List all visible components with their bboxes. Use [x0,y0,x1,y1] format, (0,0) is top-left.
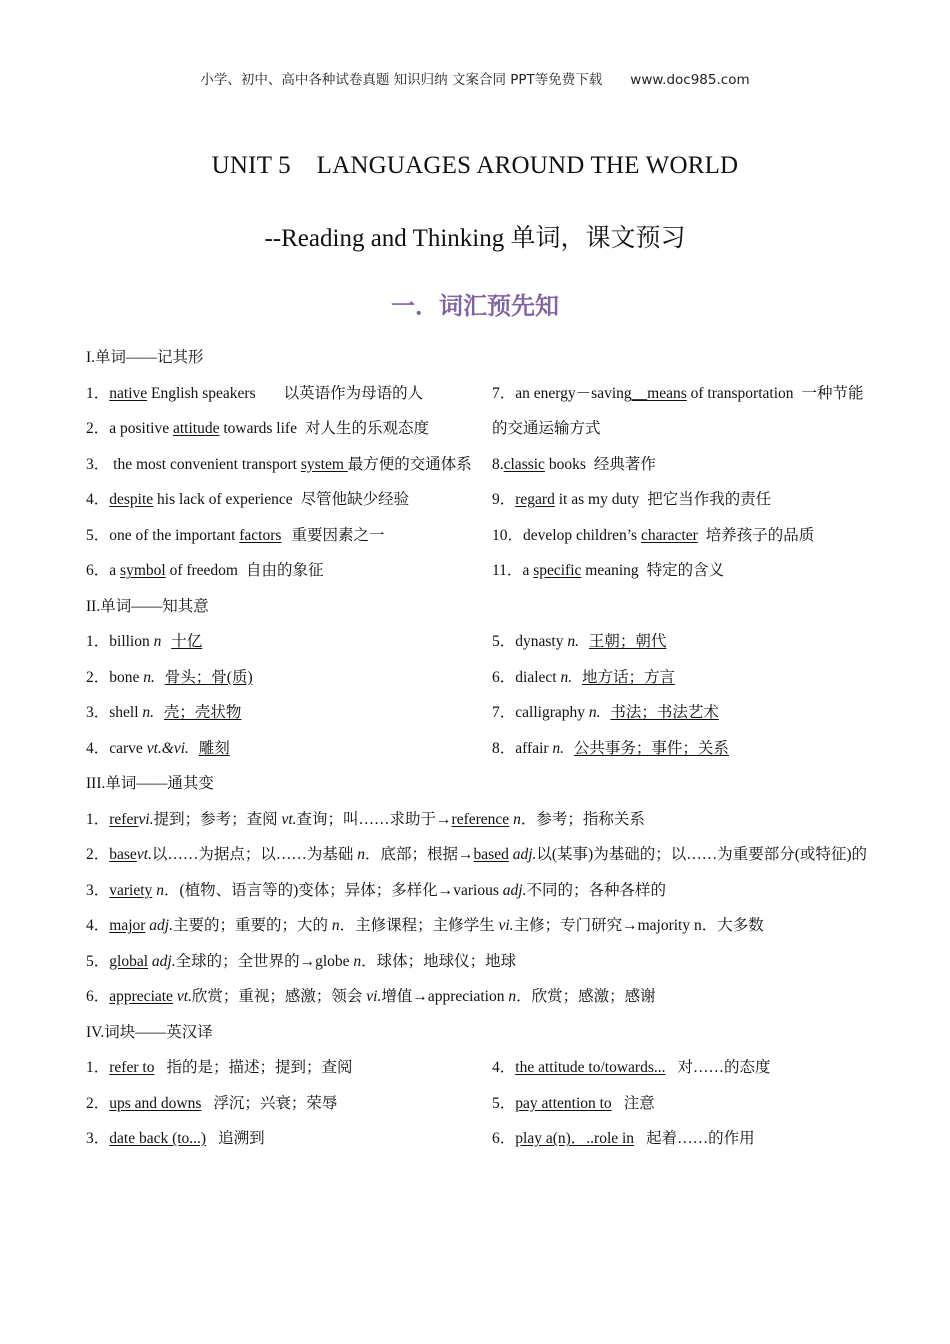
item-keyword: symbol [120,562,166,579]
item-number: 2． [86,846,110,863]
item-gap [579,633,583,650]
item-pos: n [153,633,162,650]
item-number: 2． [86,1094,110,1112]
item-keyword: appreciate [109,988,173,1005]
item-number: 2． [86,668,110,686]
item-number: 7． [492,384,516,402]
part2-grid [86,624,876,766]
item-gap [189,740,193,757]
item-translation: 浮沉；兴衰；荣辱 [213,1094,338,1112]
item-pos: n. [567,633,579,650]
item-number: 6． [492,668,516,686]
item-text: ．主修课程；主修学生 [339,917,499,934]
derivation-item [86,837,876,873]
unit-title: UNIT 5 LANGUAGES AROUND THE WORLD [211,152,739,179]
phrase-item [86,1086,492,1122]
part4-grid [86,1050,876,1157]
item-text: his lack of experience [153,491,293,508]
item-derived-keyword: reference [451,810,510,828]
item-text: 主要的；重要的；大的 [172,917,332,934]
item-pos: n. [552,739,565,757]
item-pos: vt. [136,846,152,863]
item-text: ．参考；指称关系 [520,810,645,828]
item-text: meaning [581,562,639,579]
item-number: 6． [492,1130,516,1147]
item-translation: 对人生的乐观态度 [304,420,429,437]
part3-list [86,802,876,1015]
item-number: 4． [86,491,110,508]
item-keyword: __means [631,384,687,402]
item-text: books [544,455,586,473]
item-number: 6． [86,562,110,579]
item-answer: 地方话；方言 [581,668,675,686]
item-gap [564,740,568,757]
item-keyword: system [300,455,348,473]
meaning-item [492,660,876,696]
item-text: a positive [109,420,173,437]
item-pos: n. [588,704,601,721]
meaning-item [492,731,876,767]
vocab-item [492,376,876,447]
item-answer: 十亿 [171,633,203,650]
item-pos: vi. [366,988,382,1005]
item-text: a [109,562,121,579]
meaning-item [492,695,876,731]
derivation-item [86,979,876,1015]
item-text: it as my duty [554,491,640,508]
item-keyword: global [109,952,149,970]
item-pos: vi. [138,810,154,828]
item-text: an energy－saving [515,384,632,402]
header-banner-text: 小学、初中、高中各种试卷真题 知识归纳 文案合同 PPT等免费下载 [200,72,603,88]
part4-title: IV.词块——英汉译 [86,1023,213,1041]
meaning-item [86,731,492,767]
meaning-item [492,624,876,660]
item-word: bone [109,668,144,686]
vocab-item [86,411,492,447]
item-number: 6． [86,988,110,1005]
meaning-item [86,695,492,731]
item-number: 1． [86,1059,110,1076]
item-answer: 壳；壳状物 [163,704,242,721]
item-translation: 以英语作为母语的人 [283,384,424,402]
item-number: 1． [86,633,110,650]
item-pos: adj. [148,952,176,970]
item-phrase: refer to [109,1059,155,1076]
item-keyword: factors [239,526,282,544]
item-text: towards life [219,420,297,437]
item-text: develop children’s [523,526,641,544]
part4-right-column [492,1050,876,1157]
item-text: a [522,562,534,579]
item-text: 提到；参考；查阅 [153,810,282,828]
item-word: carve [109,739,147,757]
item-translation: 把它当作我的责任 [647,491,772,508]
item-text: ．欣赏；感激；感谢 [516,988,656,1005]
item-translation: 追溯到 [218,1130,265,1147]
vocab-item [86,553,492,589]
derivation-item [86,908,876,944]
item-number: 4． [86,739,110,757]
phrase-item [492,1050,876,1086]
item-pos: adj. [502,881,527,899]
item-number: 4． [492,1059,516,1076]
item-phrase: play a(n)．..role in [515,1130,635,1147]
item-gap [154,704,158,721]
section-heading: 一．词汇预先知 [391,292,559,320]
item-pos: adj. [145,917,173,934]
derivation-item [86,802,876,838]
lesson-subtitle: --Reading and Thinking 单词，课文预习 [264,225,686,252]
item-translation: 起着……的作用 [646,1130,755,1147]
part1-grid [86,376,876,589]
item-gap [161,633,165,650]
item-text: 增值→appreciation [381,988,509,1005]
meaning-item [86,624,492,660]
part3-title: III.单词——通其变 [86,775,214,792]
item-translation: 一种节能的交通运输方式 [492,384,864,437]
phrase-item [492,1121,876,1157]
item-number: 10． [492,526,524,544]
item-word: affair [515,739,553,757]
item-phrase: date back (to...) [109,1130,207,1147]
phrase-item [492,1086,876,1122]
item-text: 不同的；各种各样的 [526,881,666,899]
vocab-item [86,482,492,518]
item-translation: 经典著作 [593,455,656,473]
item-pos: n [357,846,366,863]
item-translation: 培养孩子的品质 [705,526,815,544]
item-phrase: the attitude to/towards... [515,1059,666,1076]
item-text: the most convenient transport [109,455,301,473]
item-answer: 书法；书法艺术 [610,704,719,721]
item-keyword: refer [109,810,139,828]
item-translation: 重要因素之一 [291,526,385,544]
header-site-link[interactable]: www.doc985.com [630,72,750,88]
item-gap [155,669,159,686]
meaning-item [86,660,492,696]
part2-right-column [492,624,876,766]
part2-left-column [86,624,492,766]
item-translation: 对……的态度 [677,1059,771,1076]
item-pos: n. [560,668,573,686]
item-number: 11． [492,562,523,579]
item-pos: vt.&vi. [146,739,189,757]
item-number: 3． [86,455,110,473]
item-word: billion [109,633,154,650]
item-number: 1． [86,384,110,402]
item-number: 8. [492,455,504,473]
item-translation: 特定的含义 [646,562,725,579]
item-pos: n. [142,704,155,721]
item-phrase: pay attention to [515,1094,612,1112]
item-text: English speakers [147,384,256,402]
item-word: dynasty [515,633,568,650]
vocab-item [492,482,876,518]
item-pos: n [353,952,362,970]
vocab-item [492,553,876,589]
item-text: 查询；叫……求助于→ [296,810,452,828]
item-word: dialect [515,668,561,686]
vocab-item [86,518,492,554]
part4-left-column [86,1050,492,1157]
vocab-item [86,447,492,483]
item-text: of transportation [686,384,794,402]
item-number: 5． [86,526,110,544]
item-phrase: ups and downs [109,1094,202,1112]
item-gap [601,704,605,721]
item-keyword: specific [533,562,582,579]
item-translation: 最方便的交通体系 [347,455,472,473]
item-number: 3． [86,881,110,899]
item-number: 8． [492,739,516,757]
worksheet-content [86,340,876,1157]
item-translation: 指的是；描述；提到；查阅 [166,1059,353,1076]
item-number: 1． [86,810,110,828]
item-pos: vt. [281,810,297,828]
item-answer: 王朝；朝代 [588,633,667,650]
item-pos: vi. [498,917,514,934]
page-header [0,68,950,88]
item-pos: n [509,810,521,828]
phrase-item [86,1050,492,1086]
item-number: 5． [492,1094,516,1112]
item-pos: n [331,917,340,934]
vocab-item [492,518,876,554]
item-text: ．底部；根据→ [365,846,474,863]
vocab-item [492,447,876,483]
item-number: 3． [86,1130,110,1147]
item-answer: 雕刻 [198,739,230,757]
item-translation: 自由的象征 [246,562,324,579]
item-keyword: native [109,384,148,402]
item-number: 7． [492,704,516,721]
item-number: 4． [86,917,110,934]
item-text: 主修；专门研究→majority n．大多数 [513,917,764,934]
item-pos: n [152,881,164,899]
derivation-item [86,944,876,980]
item-keyword: regard [515,491,555,508]
item-word: shell [109,704,143,721]
item-answer: 骨头；骨(质) [164,668,253,686]
item-keyword: variety [109,881,153,899]
item-gap [572,669,576,686]
item-translation: 注意 [623,1094,655,1112]
item-word: calligraphy [515,704,589,721]
vocab-item [86,376,492,412]
item-derived-keyword: based [473,846,509,863]
item-text: 欣赏；重视；感激；领会 [191,988,367,1005]
item-answer: 公共事务；事件；关系 [573,739,729,757]
part1-right-column [492,376,876,589]
item-text: ．球体；地球仪；地球 [361,952,517,970]
item-translation: 尽管他缺少经验 [300,491,410,508]
item-text: 全球的；全世界的→globe [175,952,354,970]
derivation-item [86,873,876,909]
item-pos: adj. [508,846,537,863]
item-pos: vt. [172,988,192,1005]
item-number: 3． [86,704,110,721]
item-text: 以……为据点；以……为基础 [151,846,358,863]
item-text: of freedom [165,562,238,579]
item-pos: n [508,988,517,1005]
item-number: 5． [86,952,110,970]
item-text: ．(植物、语言等的)变体；异体；多样化→various [163,881,503,899]
part2-title: II.单词——知其意 [86,597,209,615]
item-pos: n. [143,668,155,686]
item-keyword: character [640,526,698,544]
item-keyword: despite [109,491,154,508]
item-number: 5． [492,633,516,650]
item-keyword: major [109,917,146,934]
phrase-item [86,1121,492,1157]
item-text: one of the important [109,526,240,544]
item-keyword: classic [503,455,545,473]
item-number: 9． [492,491,516,508]
item-keyword: attitude [172,420,220,437]
item-number: 2． [86,420,110,437]
item-text: 以(某事)为基础的；以……为重要部分(或特征)的 [536,846,868,863]
part1-left-column [86,376,492,589]
item-keyword: base [109,846,137,863]
part1-title: I.单词——记其形 [86,349,204,366]
